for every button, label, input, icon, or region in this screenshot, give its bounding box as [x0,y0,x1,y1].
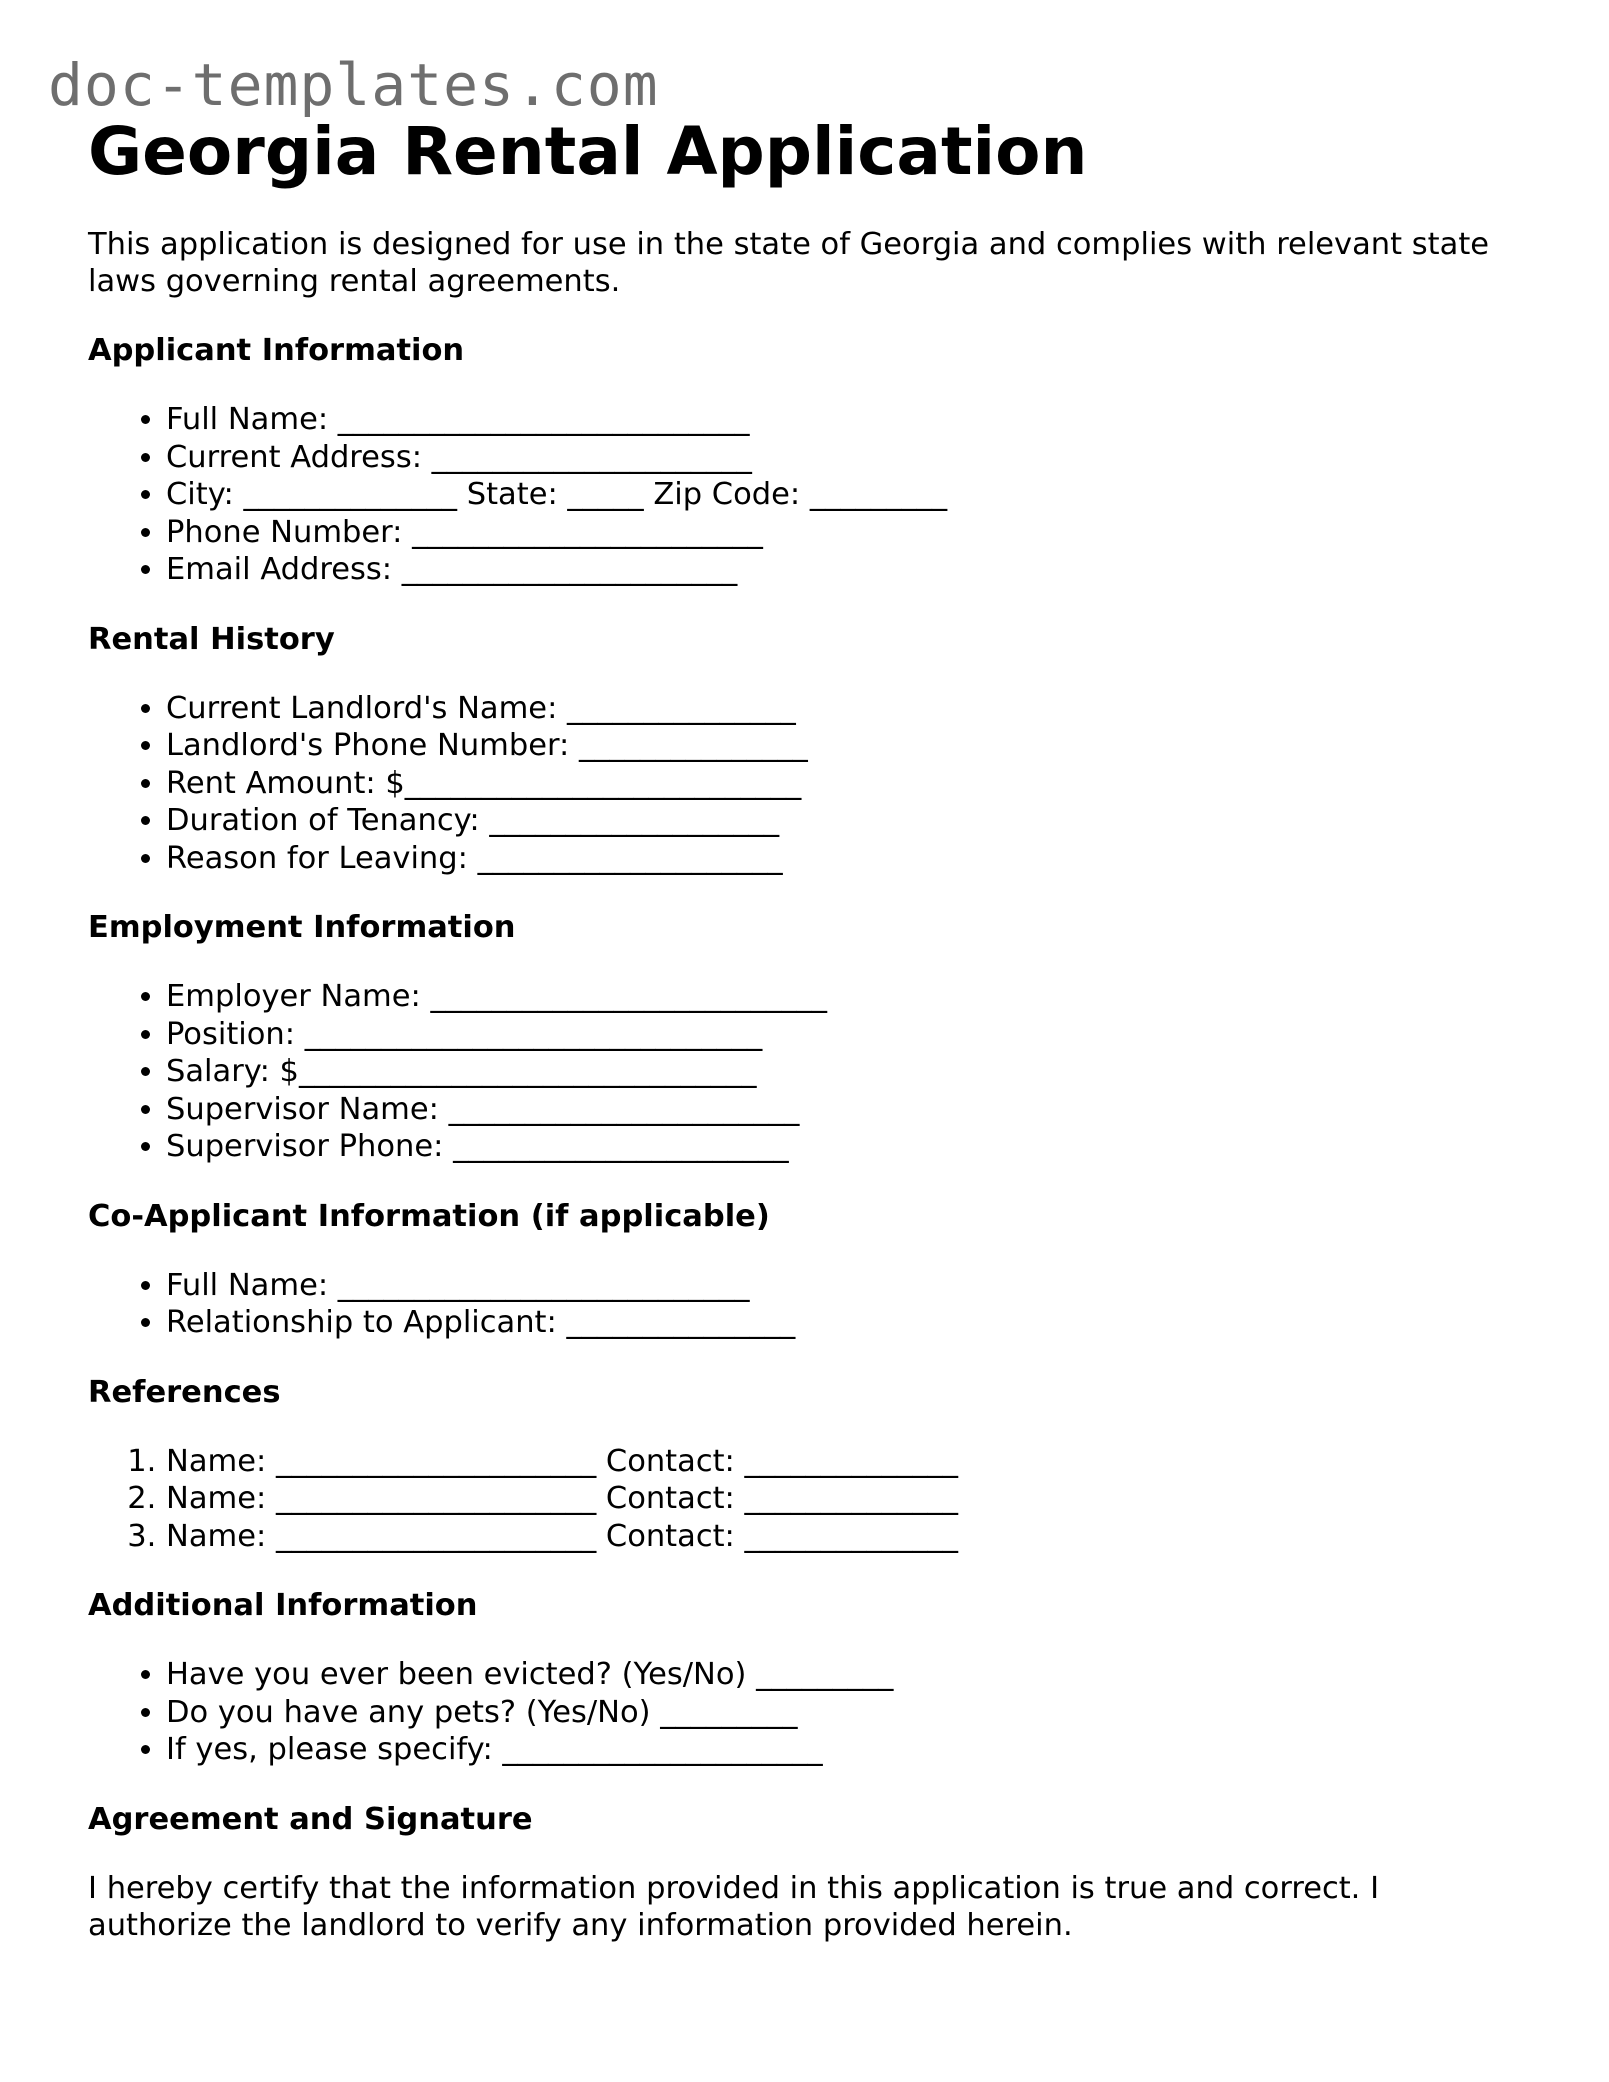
document-title: Georgia Rental Application [88,113,1088,190]
section-heading-references: References [88,1374,281,1410]
field-employer-name: • Employer Name: __________________________ [166,978,1528,1016]
reference-item: 1. Name: _____________________ Contact: ______________ [166,1443,1528,1481]
intro-paragraph: This application is designed for use in the state of Georgia and complies with relevant state laws governing rental agreements. [88,227,1490,299]
applicant-section [88,332,1528,589]
field-position: • Position: ______________________________ [166,1016,1528,1054]
field-full-name: • Full Name: ___________________________ [166,401,1528,439]
references-section [88,1374,1528,1556]
field-pets: • Do you have any pets? (Yes/No) _________ [166,1694,1528,1732]
applicant-field-list [88,401,1528,589]
field-evicted: • Have you ever been evicted? (Yes/No) _________ [166,1656,1528,1694]
field-pets-specify: • If yes, please specify: _____________________ [166,1731,1528,1769]
additional-section [88,1587,1528,1769]
field-landlord-name: • Current Landlord's Name: _______________ [166,690,1528,728]
field-supervisor-phone: • Supervisor Phone: ______________________ [166,1128,1528,1166]
agreement-paragraph: I hereby certify that the information provided in this application is true and correct. I authorize the landlord to verify any information provided herein. [88,1870,1380,1943]
watermark-logo: doc-templates.com [48,51,659,119]
field-reason-for-leaving: • Reason for Leaving: ____________________ [166,840,1528,878]
agreement-section [88,1801,1528,1944]
employment-field-list [88,978,1528,1166]
field-city-state-zip: • City: ______________ State: _____ Zip Code: _________ [166,476,1528,514]
references-list [88,1443,1528,1556]
co-applicant-field-list [88,1267,1528,1342]
field-phone-number: • Phone Number: _______________________ [166,514,1528,552]
employment-section [88,909,1528,1166]
field-salary: • Salary: $______________________________ [166,1053,1528,1091]
section-heading-additional: Additional Information [88,1588,478,1623]
field-supervisor-name: • Supervisor Name: _______________________ [166,1091,1528,1129]
rental-history-section [88,621,1528,878]
section-heading-applicant: Applicant Information [88,333,465,368]
field-landlord-phone: • Landlord's Phone Number: _______________ [166,727,1528,765]
section-heading-employment: Employment Information [88,910,516,945]
rental-history-field-list [88,690,1528,878]
field-email-address: • Email Address: ______________________ [166,551,1528,589]
section-heading-agreement: Agreement and Signature [88,1801,533,1837]
section-heading-co-applicant: Co-Applicant Information (if applicable) [88,1198,770,1234]
additional-field-list [88,1656,1528,1769]
co-applicant-section [88,1198,1528,1342]
reference-item: 3. Name: _____________________ Contact: ______________ [166,1518,1528,1556]
field-current-address: • Current Address: _____________________ [166,439,1528,477]
section-heading-rental-history: Rental History [88,621,335,657]
field-co-applicant-full-name: • Full Name: ___________________________ [166,1267,1528,1305]
document-body [88,112,1528,1944]
field-rent-amount: • Rent Amount: $__________________________ [166,765,1528,803]
field-duration-of-tenancy: • Duration of Tenancy: ___________________ [166,802,1528,840]
field-relationship-to-applicant: • Relationship to Applicant: _______________ [166,1304,1528,1342]
reference-item: 2. Name: _____________________ Contact: ______________ [166,1480,1528,1518]
